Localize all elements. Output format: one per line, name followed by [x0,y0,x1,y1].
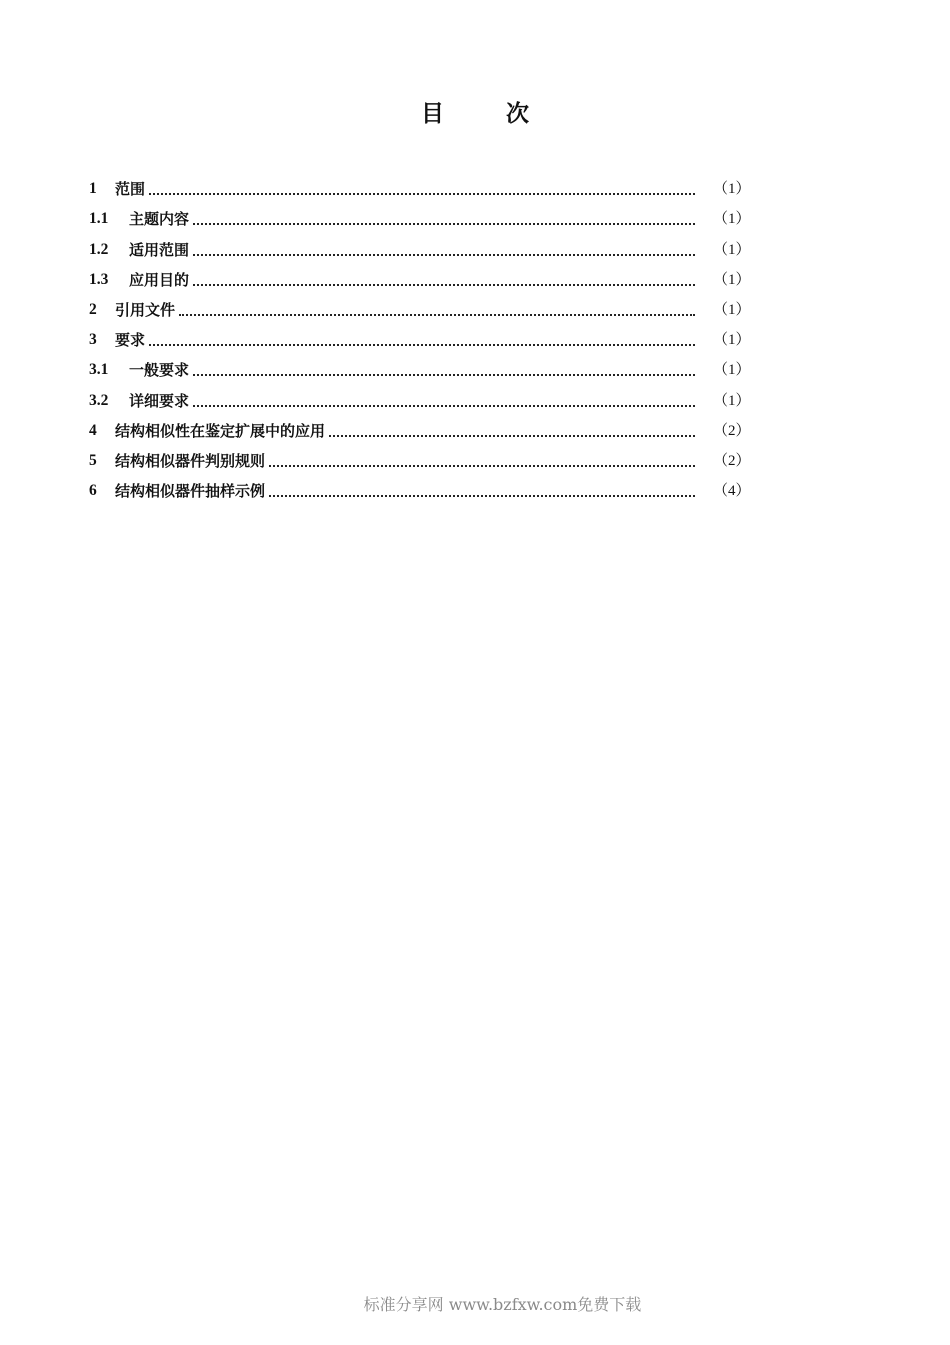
toc-entry-number: 1 [89,180,97,198]
toc-entry-page: （1） [713,241,751,258]
toc-entry[interactable] [89,174,751,204]
toc-entry-number: 6 [89,482,97,500]
toc-entry-number: 2 [89,300,97,318]
toc-entry-number: 4 [89,421,97,439]
toc-entry-number: 1.1 [89,210,109,228]
toc-entry[interactable] [89,325,751,355]
dot-leader [193,404,695,407]
toc-entry-label: 主题内容 [129,210,190,229]
toc-entry[interactable] [89,416,751,446]
toc-entry-page: （1） [713,362,751,379]
toc-entry[interactable] [89,476,751,506]
toc-entry-label: 引用文件 [115,300,176,319]
toc-entry[interactable] [89,446,751,476]
toc-entry[interactable] [89,385,751,415]
toc-entry-number: 3 [89,331,97,349]
toc-entry-label: 结构相似性在鉴定扩展中的应用 [115,421,326,440]
toc-entry-page: （2） [713,452,751,469]
dot-leader [269,464,695,467]
toc-entry[interactable] [89,234,751,264]
toc-entry-page: （1） [713,301,751,318]
toc-entry-page: （1） [713,392,751,409]
toc-entry-label: 一般要求 [129,361,190,380]
dot-leader [193,222,695,225]
title-left-char: 目 [421,101,444,127]
toc-entry-label: 要求 [115,331,146,350]
dot-leader [193,253,695,256]
table-of-contents [89,174,751,506]
toc-entry-label: 应用目的 [129,270,190,289]
toc-entry-page: （1） [713,211,751,228]
dot-leader [193,373,695,376]
toc-entry[interactable] [89,295,751,325]
toc-entry-label: 详细要求 [129,391,190,410]
dot-leader [269,494,695,497]
toc-entry-label: 结构相似器件抽样示例 [115,482,266,501]
toc-entry-page: （1） [713,181,751,198]
title-right-char: 次 [506,101,529,127]
toc-entry-label: 结构相似器件判别规则 [115,451,266,470]
dot-leader [329,434,695,437]
dot-leader [193,283,695,286]
dot-leader [149,343,695,346]
footer-watermark: 标准分享网 www.bzfxw.com免费下载 [363,1295,642,1314]
toc-entry[interactable] [89,204,751,234]
toc-entry-page: （4） [713,483,751,500]
toc-entry[interactable] [89,265,751,295]
toc-entry-label: 适用范围 [129,240,190,259]
toc-entry-page: （1） [713,332,751,349]
toc-entry-label: 范围 [115,180,146,199]
toc-entry[interactable] [89,355,751,385]
toc-entry-number: 1.3 [89,270,109,288]
page-title [0,95,950,128]
toc-entry-number: 5 [89,451,97,469]
dot-leader [179,313,695,316]
toc-entry-page: （1） [713,271,751,288]
toc-entry-number: 3.2 [89,391,109,409]
toc-entry-number: 1.2 [89,240,109,258]
dot-leader [149,192,695,195]
toc-entry-number: 3.1 [89,361,109,379]
toc-entry-page: （2） [713,422,751,439]
